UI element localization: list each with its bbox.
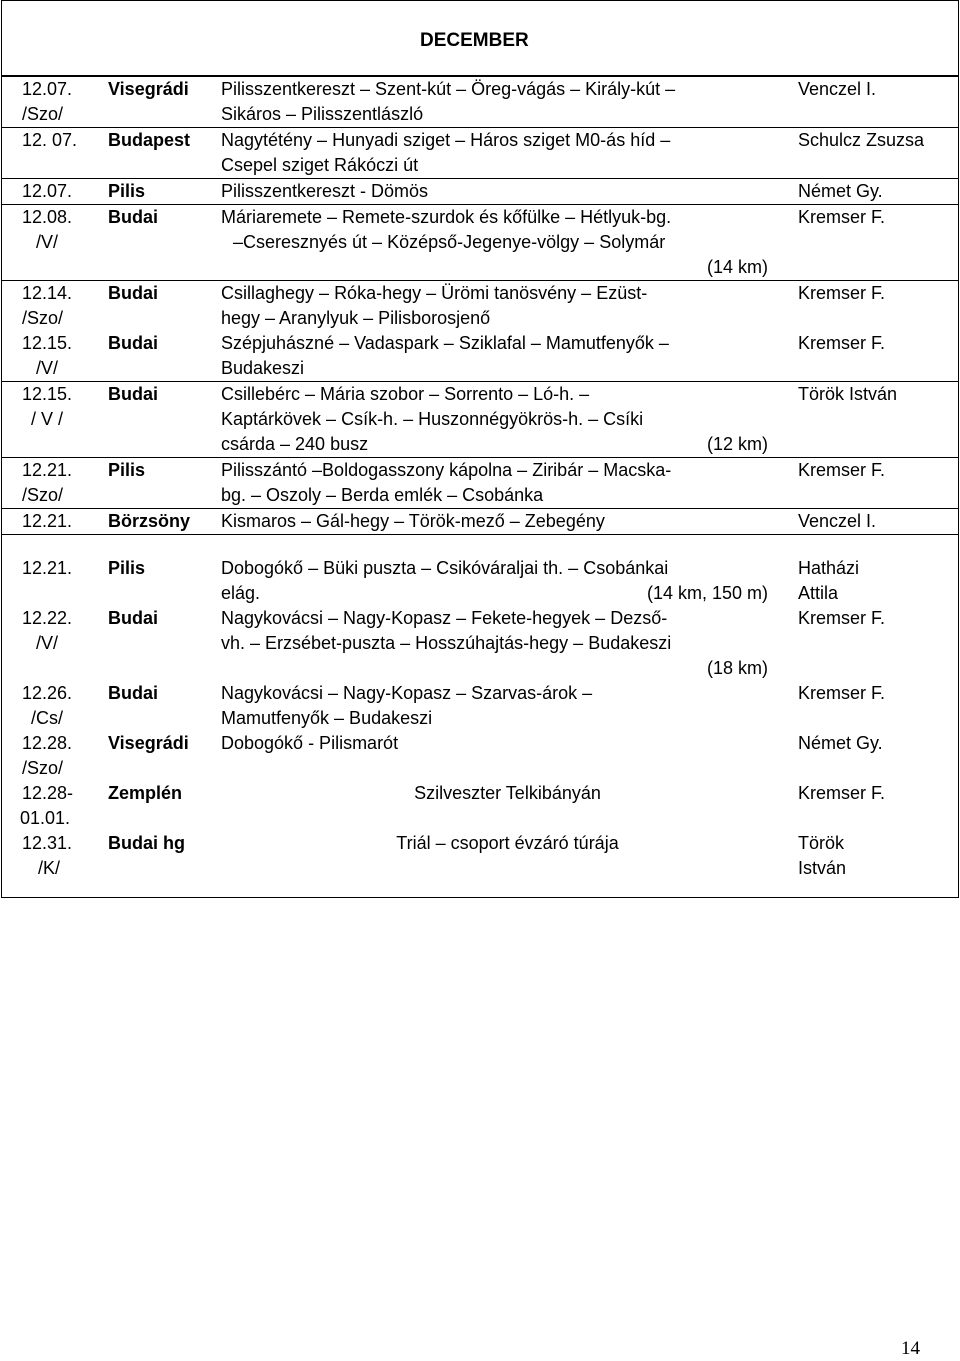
- date-text: 12.22.: [22, 608, 73, 628]
- day-text: /Szo/: [22, 308, 64, 328]
- day-text: /Szo/: [22, 104, 64, 124]
- date-text: 12.07.: [22, 79, 73, 99]
- distance-text: (14 km, 150 m): [646, 583, 768, 603]
- table-row: [1, 509, 959, 535]
- date-cell: [1, 831, 102, 881]
- leader-cell: Venczel I.: [794, 509, 959, 535]
- table-row: [1, 606, 959, 681]
- route-text: elág.: [221, 583, 261, 603]
- route-line: Csepel sziget Rákóczi út: [221, 155, 419, 175]
- route-line: Szilveszter Telkibányán: [414, 783, 601, 803]
- leader-cell: Német Gy.: [798, 733, 883, 753]
- route-line: Dobogókő - Pilismarót: [221, 733, 399, 753]
- date-cell: [1, 382, 102, 458]
- route-line: [221, 581, 794, 606]
- region-cell: Budai: [102, 281, 218, 332]
- region-cell: Börzsöny: [102, 509, 218, 535]
- route-cell: [218, 179, 794, 205]
- route-line: Sikáros – Pilisszentlászló: [221, 104, 424, 124]
- date-cell: [1, 77, 102, 128]
- leader-cell: Kremser F.: [794, 458, 959, 509]
- route-line: Máriaremete – Remete-szurdok és kőfülke – Hétlyuk-bg.: [221, 207, 672, 227]
- route-line: Kaptárkövek – Csík-h. – Huszonnégyökrös-h. – Csíki: [221, 409, 644, 429]
- region-cell: Visegrádi: [108, 733, 189, 753]
- route-cell: [218, 458, 794, 509]
- leader-cell: Schulcz Zsuzsa: [794, 128, 959, 179]
- region-cell: Pilis: [108, 558, 146, 578]
- route-line: Triál – csoport évzáró túrája: [396, 833, 619, 853]
- date-text: 12.21.: [22, 460, 73, 480]
- route-cell: [218, 731, 794, 781]
- date-text: 12.07.: [22, 181, 73, 201]
- table-row: [1, 281, 959, 332]
- region-cell: Budai: [108, 683, 159, 703]
- date-text: 12.15.: [22, 384, 73, 404]
- leader-line: István: [798, 858, 847, 878]
- date-cell: [1, 179, 102, 205]
- distance-text: (18 km): [706, 658, 768, 678]
- leader-cell: Török István: [794, 382, 959, 458]
- day-text: /V/: [36, 633, 59, 653]
- route-line: Pilisszentkereszt – Szent-kút – Öreg-vágás – Király-kút –: [221, 79, 676, 99]
- route-line: Pilisszántó –Boldogasszony kápolna – Ziribár – Macska-: [221, 460, 672, 480]
- day-text: /V/: [36, 232, 59, 252]
- route-line: Nagykovácsi – Nagy-Kopasz – Fekete-hegyek – Dezső-: [221, 608, 668, 628]
- date-text: 12. 07.: [22, 130, 78, 150]
- route-line: vh. – Erzsébet-puszta – Hosszúhajtás-hegy – Budakeszi: [221, 633, 672, 653]
- route-line: bg. – Oszoly – Berda emlék – Csobánka: [221, 485, 544, 505]
- route-cell: [218, 77, 794, 128]
- leader-cell: Kremser F.: [798, 783, 886, 803]
- day-text: /Cs/: [31, 708, 64, 728]
- date-text: 12.31.: [22, 833, 73, 853]
- route-line: Csillebérc – Mária szobor – Sorrento – Ló-h. –: [221, 384, 590, 404]
- date-text: 12.14.: [22, 283, 73, 303]
- leader-line: Attila: [798, 583, 839, 603]
- day-text: /K/: [38, 858, 61, 878]
- region-cell: Budai: [102, 205, 218, 281]
- date-text: 12.28.: [22, 733, 73, 753]
- route-line: Nagytétény – Hunyadi sziget – Háros sziget M0-ás híd –: [221, 130, 671, 150]
- leader-cell: [794, 556, 959, 606]
- date-text: 12.15.: [22, 333, 73, 353]
- region-cell: Zemplén: [108, 783, 183, 803]
- table-row: [1, 781, 959, 831]
- route-line: hegy – Aranylyuk – Pilisborosjenő: [221, 308, 491, 328]
- route-cell: [218, 205, 794, 281]
- table-row: [1, 831, 959, 881]
- date-text: 12.26.: [22, 683, 73, 703]
- leader-cell: Kremser F.: [798, 608, 886, 628]
- route-line: –Cseresznyés út – Középső-Jegenye-völgy – Solymár: [233, 232, 666, 252]
- route-cell: [218, 382, 794, 458]
- day-text: /V/: [36, 358, 59, 378]
- date-cell: [1, 606, 102, 681]
- month-title: DECEMBER: [420, 30, 529, 51]
- route-cell: [218, 781, 794, 831]
- date-cell: [1, 205, 102, 281]
- route-cell: [218, 281, 794, 332]
- route-cell: [218, 556, 794, 606]
- date-cell: [1, 331, 102, 382]
- distance-text: (12 km): [706, 434, 768, 454]
- leader-cell: Venczel I.: [794, 77, 959, 128]
- region-cell: Visegrádi: [102, 77, 218, 128]
- region-cell: Pilis: [102, 179, 218, 205]
- route-line: [221, 432, 794, 457]
- route-line: Mamutfenyők – Budakeszi: [221, 708, 433, 728]
- leader-cell: Kremser F.: [798, 683, 886, 703]
- date-cell: [1, 128, 102, 179]
- table-row: [1, 331, 959, 382]
- route-line: Nagykovácsi – Nagy-Kopasz – Szarvas-árok –: [221, 683, 593, 703]
- route-line: Pilisszentkereszt - Dömös: [221, 181, 429, 201]
- month-header: [1, 0, 959, 76]
- route-line: Dobogókő – Büki puszta – Csikóváraljai th. – Csobánkai: [221, 558, 669, 578]
- table-row: [1, 77, 959, 128]
- date-text: 12.28-: [22, 783, 74, 803]
- route-cell: [218, 509, 794, 535]
- leader-cell: Kremser F.: [798, 333, 886, 353]
- region-cell: Budai hg: [108, 833, 185, 853]
- table-row: [1, 179, 959, 205]
- row-gap: [1, 535, 959, 557]
- region-cell: Budapest: [102, 128, 218, 179]
- leader-cell: Német Gy.: [794, 179, 959, 205]
- hike-schedule-table: [1, 76, 959, 881]
- table-row: [1, 205, 959, 281]
- route-cell: [218, 831, 794, 881]
- date-cell: [1, 556, 102, 606]
- leader-cell: Kremser F.: [794, 281, 959, 332]
- region-cell: Budai: [102, 382, 218, 458]
- table-row: [1, 458, 959, 509]
- day-text: /Szo/: [22, 758, 64, 778]
- route-line: Budakeszi: [221, 358, 305, 378]
- table-row: [1, 731, 959, 781]
- page-number: 14: [901, 1338, 920, 1359]
- table-row: [1, 382, 959, 458]
- leader-line: Hatházi: [798, 558, 860, 578]
- route-line: Csillaghegy – Róka-hegy – Ürömi tanösvény – Ezüst-: [221, 283, 648, 303]
- region-cell: Budai: [108, 333, 159, 353]
- date-text: 12.21.: [22, 558, 73, 578]
- region-cell: Budai: [108, 608, 159, 628]
- route-cell: [218, 331, 794, 382]
- route-line: Szépjuhászné – Vadaspark – Sziklafal – Mamutfenyők –: [221, 333, 669, 353]
- route-cell: [218, 681, 794, 731]
- table-row: [1, 681, 959, 731]
- route-cell: [218, 606, 794, 681]
- table-row: [1, 128, 959, 179]
- date-cell: [1, 781, 102, 831]
- date-text: 12.08.: [22, 207, 73, 227]
- leader-line: Török: [798, 833, 845, 853]
- route-text: csárda – 240 busz: [221, 434, 369, 454]
- region-cell: Pilis: [102, 458, 218, 509]
- day-text: 01.01.: [20, 808, 71, 828]
- date-cell: [1, 681, 102, 731]
- date-cell: [1, 458, 102, 509]
- date-cell: [1, 509, 102, 535]
- route-line: Kismaros – Gál-hegy – Török-mező – Zebegény: [221, 511, 605, 531]
- leader-cell: Kremser F.: [794, 205, 959, 281]
- day-text: / V /: [31, 409, 64, 429]
- date-cell: [1, 281, 102, 332]
- table-row: [1, 556, 959, 606]
- route-cell: [218, 128, 794, 179]
- date-cell: [1, 731, 102, 781]
- day-text: /Szo/: [22, 485, 64, 505]
- date-text: 12.21.: [22, 511, 73, 531]
- leader-cell: [794, 831, 959, 881]
- distance-text: (14 km): [706, 257, 768, 277]
